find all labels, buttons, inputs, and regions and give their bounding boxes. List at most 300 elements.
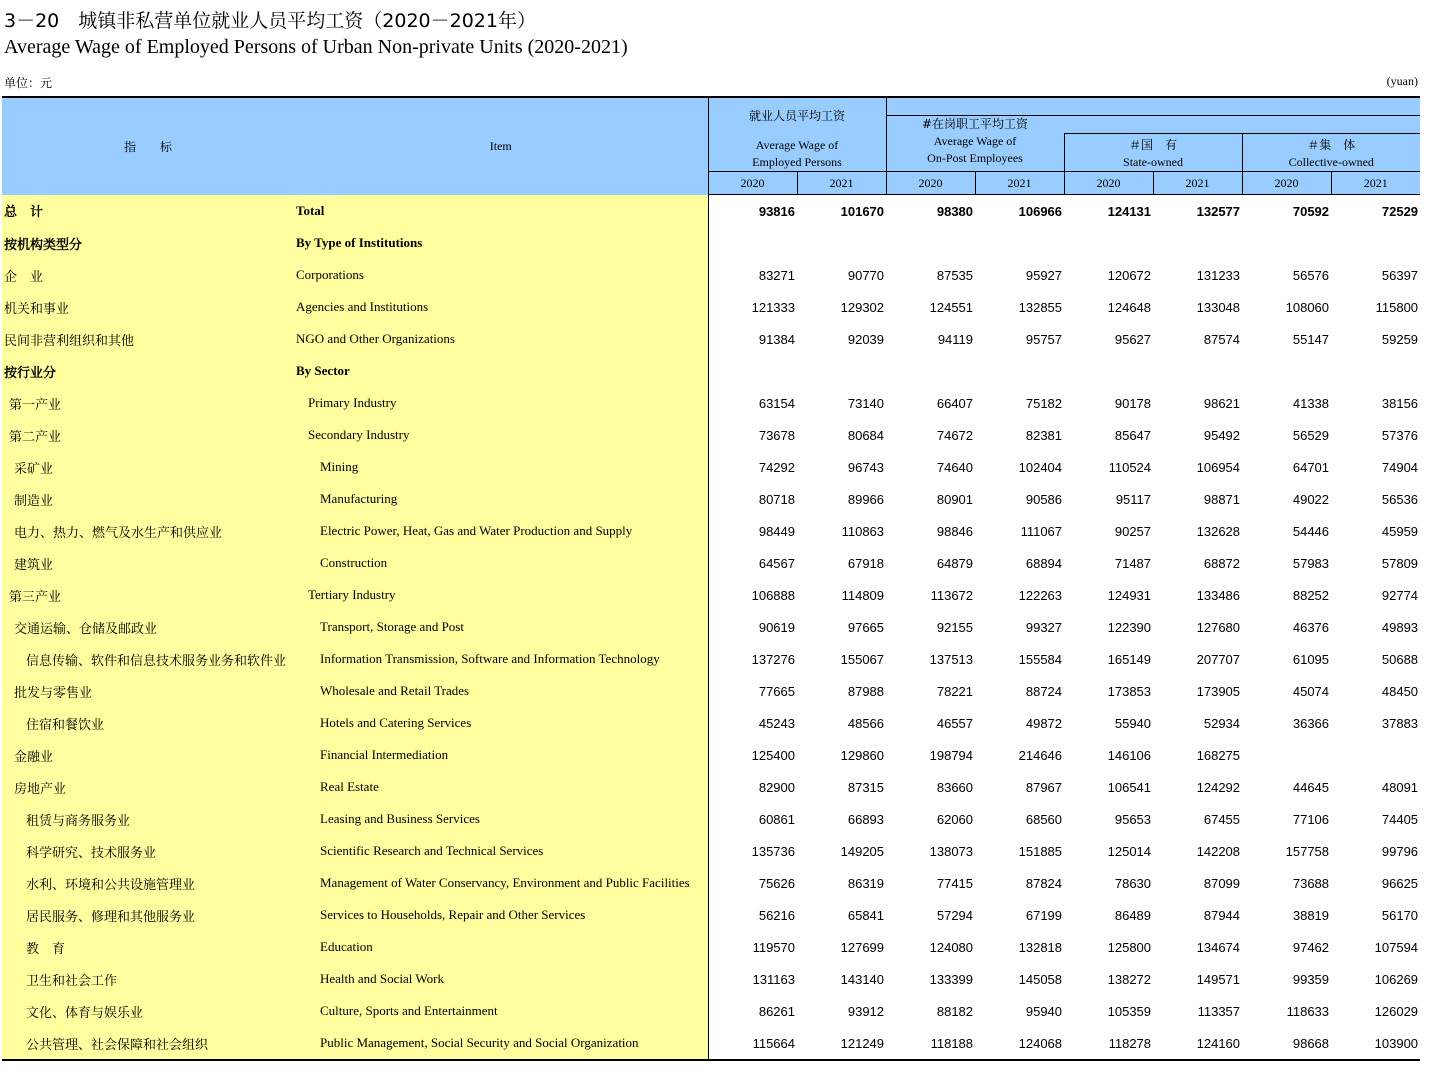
row-label-cn: 租赁与商务服务业 <box>2 803 294 835</box>
row-label-en: By Sector <box>294 355 708 387</box>
value-cell: 57376 <box>1381 427 1419 443</box>
value-cell: 106541 <box>1107 779 1152 795</box>
value-cell: 207707 <box>1196 651 1241 667</box>
value-cell: 61095 <box>1292 651 1330 667</box>
value-cell: 55940 <box>1114 715 1152 731</box>
value-cell: 83271 <box>758 267 795 283</box>
table-row <box>2 195 1420 228</box>
value-cell: 132818 <box>1018 939 1063 955</box>
value-cell: 78630 <box>1114 875 1152 891</box>
value-cell: 90619 <box>758 619 795 635</box>
row-label-cn: 教 育 <box>2 931 294 963</box>
row-label-en: Transport, Storage and Post <box>294 611 708 643</box>
value-cell: 70592 <box>1292 203 1330 219</box>
row-label-cn: 按行业分 <box>2 355 294 387</box>
header-group-collective-cn: ＃集 体 <box>1307 138 1356 152</box>
value-cell: 95940 <box>1025 1003 1063 1019</box>
value-cell: 75182 <box>1025 395 1063 411</box>
value-cell: 133486 <box>1196 587 1241 603</box>
value-cell: 67455 <box>1203 811 1241 827</box>
value-cell: 87944 <box>1203 907 1241 923</box>
header-spacer-2 <box>1064 115 1420 134</box>
row-label-cn: 居民服务、修理和其他服务业 <box>2 899 294 931</box>
header-year: 2020 <box>886 172 975 195</box>
value-cell: 106954 <box>1196 459 1241 475</box>
row-label-en: Secondary Industry <box>294 419 708 451</box>
header-group-collective-en: Collective-owned <box>1288 155 1374 169</box>
value-cell: 125400 <box>751 747 795 763</box>
value-cell: 92155 <box>936 619 974 635</box>
value-cell: 121249 <box>797 1027 886 1060</box>
value-cell: 73140 <box>847 395 885 411</box>
value-cell: 132855 <box>1018 299 1063 315</box>
header-group-employed <box>708 97 886 172</box>
value-cell: 86319 <box>847 875 885 891</box>
header-year: 2021 <box>1331 172 1420 195</box>
value-cell: 87988 <box>847 683 885 699</box>
value-cell: 113357 <box>1197 1003 1241 1019</box>
unit-label-en: (yuan) <box>1386 74 1418 88</box>
value-cell: 56536 <box>1381 491 1419 507</box>
value-cell: 125014 <box>1107 843 1152 859</box>
row-label-en: Management of Water Conservancy, Environment and Public Facilities <box>294 867 708 899</box>
row-label-cn: 电力、热力、燃气及水生产和供应业 <box>2 515 294 547</box>
value-cell: 103900 <box>1331 1027 1420 1060</box>
value-cell: 90178 <box>1114 395 1152 411</box>
value-cell: 60861 <box>758 811 795 827</box>
value-cell: 165149 <box>1107 651 1152 667</box>
value-cell: 77415 <box>936 875 974 891</box>
value-cell: 137513 <box>929 651 974 667</box>
row-label-cn: 机关和事业 <box>2 291 294 323</box>
value-cell: 48566 <box>847 715 885 731</box>
value-cell <box>1331 355 1420 387</box>
row-label-en: By Type of Institutions <box>294 227 708 259</box>
value-cell: 127680 <box>1196 619 1241 635</box>
row-label-en: Hotels and Catering Services <box>294 707 708 739</box>
value-cell: 95117 <box>1115 491 1152 507</box>
value-cell: 78221 <box>936 683 974 699</box>
header-group-employed-en2: Employed Persons <box>752 155 842 169</box>
value-cell: 91384 <box>758 331 795 347</box>
value-cell: 56576 <box>1292 267 1330 283</box>
value-cell <box>975 227 1064 259</box>
row-label-cn: 公共管理、社会保障和社会组织 <box>2 1027 294 1060</box>
value-cell: 138272 <box>1107 971 1152 987</box>
header-indicator-cn: 指 标 <box>2 97 294 195</box>
value-cell: 129860 <box>840 747 885 763</box>
value-cell: 99359 <box>1292 971 1330 987</box>
row-label-en: Health and Social Work <box>294 963 708 995</box>
value-cell: 149571 <box>1196 971 1241 987</box>
value-cell: 106888 <box>751 587 795 603</box>
value-cell: 98621 <box>1203 395 1241 411</box>
value-cell: 64879 <box>936 555 974 571</box>
value-cell: 96743 <box>847 459 885 475</box>
table-row <box>2 419 1420 451</box>
value-cell <box>708 227 797 259</box>
row-label-cn: 采矿业 <box>2 451 294 483</box>
value-cell: 124131 <box>1107 203 1152 219</box>
value-cell: 114809 <box>841 587 885 603</box>
table-row <box>2 643 1420 675</box>
value-cell: 74292 <box>758 459 795 475</box>
table-row <box>2 771 1420 803</box>
value-cell: 82381 <box>1025 427 1063 443</box>
header-group-state-en: State-owned <box>1123 155 1183 169</box>
value-cell: 151885 <box>1018 843 1063 859</box>
row-label-en: Culture, Sports and Entertainment <box>294 995 708 1027</box>
table-row <box>2 483 1420 515</box>
value-cell: 74405 <box>1381 811 1419 827</box>
value-cell: 124931 <box>1107 587 1152 603</box>
value-cell: 87535 <box>936 267 974 283</box>
row-label-cn: 建筑业 <box>2 547 294 579</box>
value-cell: 115664 <box>708 1027 797 1060</box>
value-cell: 127699 <box>840 939 885 955</box>
value-cell: 45959 <box>1381 523 1419 539</box>
value-cell: 56397 <box>1381 267 1419 283</box>
value-cell: 124648 <box>1107 299 1152 315</box>
value-cell <box>886 227 975 259</box>
value-cell: 87824 <box>1025 875 1063 891</box>
row-label-cn: 总 计 <box>2 195 294 228</box>
value-cell: 73678 <box>758 427 795 443</box>
row-label-en: Services to Households, Repair and Other Services <box>294 899 708 931</box>
value-cell: 98380 <box>936 203 974 219</box>
row-label-en: Mining <box>294 451 708 483</box>
value-cell: 118188 <box>886 1027 975 1060</box>
value-cell: 214646 <box>1018 747 1063 763</box>
value-cell <box>1064 227 1153 259</box>
value-cell: 94119 <box>937 331 974 347</box>
value-cell: 80684 <box>847 427 885 443</box>
table-row <box>2 899 1420 931</box>
value-cell: 96625 <box>1381 875 1419 891</box>
table-row <box>2 611 1420 643</box>
table-body <box>2 195 1420 1061</box>
value-cell: 131163 <box>752 971 795 987</box>
value-cell: 74640 <box>936 459 974 475</box>
table-row <box>2 931 1420 963</box>
value-cell: 89966 <box>847 491 885 507</box>
header-year: 2020 <box>1064 172 1153 195</box>
table-row <box>2 739 1420 771</box>
value-cell: 63154 <box>758 395 795 411</box>
value-cell <box>1242 739 1331 771</box>
row-label-cn: 民间非营利组织和其他 <box>2 323 294 355</box>
value-cell: 66893 <box>847 811 885 827</box>
row-label-cn: 房地产业 <box>2 771 294 803</box>
value-cell: 129302 <box>840 299 885 315</box>
value-cell: 49872 <box>1025 715 1063 731</box>
table-row <box>2 323 1420 355</box>
value-cell: 111067 <box>1020 523 1063 539</box>
row-label-en: Public Management, Social Security and Social Organization <box>294 1027 708 1060</box>
value-cell: 93816 <box>758 203 795 219</box>
table-row <box>2 227 1420 259</box>
value-cell: 133048 <box>1196 299 1241 315</box>
value-cell: 87574 <box>1203 331 1241 347</box>
value-cell: 46376 <box>1292 619 1330 635</box>
value-cell: 97665 <box>847 619 885 635</box>
value-cell: 98668 <box>1242 1027 1331 1060</box>
value-cell: 57809 <box>1381 555 1419 571</box>
table-row <box>2 291 1420 323</box>
table-row <box>2 963 1420 995</box>
value-cell: 37883 <box>1381 715 1419 731</box>
value-cell: 57983 <box>1292 555 1330 571</box>
row-label-cn: 交通运输、仓储及邮政业 <box>2 611 294 643</box>
value-cell: 146106 <box>1107 747 1152 763</box>
value-cell: 120672 <box>1107 267 1152 283</box>
value-cell <box>797 355 886 387</box>
value-cell: 55147 <box>1292 331 1330 347</box>
value-cell: 95627 <box>1114 331 1152 347</box>
value-cell: 115800 <box>1375 299 1419 315</box>
value-cell <box>797 227 886 259</box>
value-cell: 135736 <box>751 843 795 859</box>
value-cell <box>708 355 797 387</box>
table-row <box>2 515 1420 547</box>
value-cell: 74672 <box>936 427 974 443</box>
header-year: 2021 <box>1153 172 1242 195</box>
table-row <box>2 867 1420 899</box>
value-cell <box>975 355 1064 387</box>
table-row <box>2 995 1420 1027</box>
value-cell <box>1064 355 1153 387</box>
value-cell: 65841 <box>847 907 885 923</box>
value-cell: 124068 <box>975 1027 1064 1060</box>
value-cell <box>1153 355 1242 387</box>
value-cell: 48091 <box>1381 779 1419 795</box>
header-group-collective <box>1242 134 1420 172</box>
row-label-cn: 住宿和餐饮业 <box>2 707 294 739</box>
value-cell: 124080 <box>929 939 974 955</box>
value-cell: 36366 <box>1292 715 1330 731</box>
row-label-cn: 信息传输、软件和信息技术服务业务和软件业 <box>2 643 294 675</box>
value-cell: 108060 <box>1285 299 1330 315</box>
value-cell: 74904 <box>1381 459 1419 475</box>
header-year: 2020 <box>708 172 797 195</box>
value-cell: 80901 <box>936 491 974 507</box>
value-cell: 122263 <box>1018 587 1063 603</box>
value-cell: 38819 <box>1292 907 1330 923</box>
row-label-cn: 企 业 <box>2 259 294 291</box>
value-cell <box>1153 227 1242 259</box>
row-label-en: Corporations <box>294 259 708 291</box>
row-label-en: Information Transmission, Software and Information Technology <box>294 643 708 675</box>
value-cell: 124292 <box>1196 779 1241 795</box>
value-cell: 173853 <box>1107 683 1152 699</box>
row-label-en: Electric Power, Heat, Gas and Water Production and Supply <box>294 515 708 547</box>
value-cell: 46557 <box>936 715 974 731</box>
value-cell: 45243 <box>758 715 795 731</box>
value-cell: 77665 <box>758 683 795 699</box>
value-cell: 87315 <box>847 779 885 795</box>
header-group-onpost <box>886 115 1064 172</box>
value-cell: 149205 <box>840 843 885 859</box>
row-label-en: Manufacturing <box>294 483 708 515</box>
value-cell: 107594 <box>1374 939 1419 955</box>
header-year: 2021 <box>975 172 1064 195</box>
value-cell: 86489 <box>1114 907 1152 923</box>
value-cell: 90770 <box>847 267 885 283</box>
row-label-en: Agencies and Institutions <box>294 291 708 323</box>
row-label-en: Scientific Research and Technical Services <box>294 835 708 867</box>
value-cell: 75626 <box>758 875 795 891</box>
value-cell: 72529 <box>1381 203 1419 219</box>
header-group-onpost-cn: #在岗职工平均工资 <box>921 116 1029 131</box>
value-cell: 102404 <box>1018 459 1063 475</box>
value-cell: 54446 <box>1292 523 1330 539</box>
value-cell: 95492 <box>1203 427 1241 443</box>
value-cell: 137276 <box>751 651 795 667</box>
value-cell: 82900 <box>758 779 795 795</box>
row-label-en: NGO and Other Organizations <box>294 323 708 355</box>
value-cell: 66407 <box>936 395 974 411</box>
row-label-cn: 第一产业 <box>2 387 294 419</box>
value-cell: 98846 <box>936 523 974 539</box>
row-label-cn: 制造业 <box>2 483 294 515</box>
table-row <box>2 1027 1420 1060</box>
header-group-onpost-en1: Average Wage of <box>933 133 1017 148</box>
header-group-state <box>1064 134 1242 172</box>
value-cell: 49022 <box>1292 491 1330 507</box>
value-cell: 173905 <box>1196 683 1241 699</box>
header-group-employed-cn: 就业人员平均工资 <box>749 109 846 123</box>
value-cell: 122390 <box>1107 619 1152 635</box>
value-cell: 143140 <box>840 971 885 987</box>
header-year: 2020 <box>1242 172 1331 195</box>
table-row <box>2 835 1420 867</box>
value-cell: 52934 <box>1203 715 1241 731</box>
value-cell: 92039 <box>847 331 885 347</box>
value-cell: 92774 <box>1381 587 1419 603</box>
unit-label-cn: 单位：元 <box>4 76 53 90</box>
value-cell: 41338 <box>1292 395 1330 411</box>
value-cell: 56216 <box>758 907 795 923</box>
value-cell: 110524 <box>1108 459 1152 475</box>
value-cell: 118278 <box>1064 1027 1153 1060</box>
wage-table <box>2 96 1420 1061</box>
table-row <box>2 547 1420 579</box>
value-cell: 113672 <box>930 587 974 603</box>
header-group-onpost-en2: On-Post Employees <box>927 150 1023 165</box>
row-label-cn: 文化、体育与娱乐业 <box>2 995 294 1027</box>
table-row <box>2 707 1420 739</box>
header-item-en: Item <box>294 97 708 195</box>
value-cell: 97462 <box>1292 939 1330 955</box>
value-cell: 77106 <box>1292 811 1330 827</box>
value-cell: 64567 <box>758 555 795 571</box>
value-cell: 157758 <box>1285 843 1330 859</box>
value-cell: 138073 <box>929 843 974 859</box>
value-cell: 118633 <box>1286 1003 1330 1019</box>
row-label-cn: 批发与零售业 <box>2 675 294 707</box>
value-cell: 134674 <box>1196 939 1241 955</box>
table-row <box>2 387 1420 419</box>
table-row <box>2 451 1420 483</box>
row-label-cn: 科学研究、技术服务业 <box>2 835 294 867</box>
row-label-en: Primary Industry <box>294 387 708 419</box>
value-cell: 80718 <box>758 491 795 507</box>
value-cell: 56529 <box>1292 427 1330 443</box>
value-cell: 71487 <box>1114 555 1152 571</box>
header-group-employed-en1: Average Wage of <box>755 138 839 152</box>
value-cell: 99796 <box>1381 843 1419 859</box>
table-row <box>2 355 1420 387</box>
table-row <box>2 675 1420 707</box>
row-label-en: Financial Intermediation <box>294 739 708 771</box>
value-cell: 126029 <box>1374 1003 1419 1019</box>
value-cell: 106269 <box>1374 971 1419 987</box>
value-cell: 87099 <box>1203 875 1241 891</box>
table-title-en: Average Wage of Employed Persons of Urban Non-private Units (2020-2021) <box>4 36 628 58</box>
header-year: 2021 <box>797 172 886 195</box>
value-cell: 38156 <box>1381 395 1419 411</box>
table-row <box>2 259 1420 291</box>
value-cell: 86261 <box>758 1003 795 1019</box>
row-label-cn: 第三产业 <box>2 579 294 611</box>
row-label-en: Tertiary Industry <box>294 579 708 611</box>
value-cell <box>886 355 975 387</box>
value-cell: 105359 <box>1107 1003 1152 1019</box>
row-label-cn: 第二产业 <box>2 419 294 451</box>
header-spacer <box>886 97 1420 115</box>
value-cell: 67199 <box>1025 907 1063 923</box>
value-cell <box>1331 739 1420 771</box>
table-row <box>2 579 1420 611</box>
value-cell: 99327 <box>1025 619 1063 635</box>
value-cell: 95757 <box>1025 331 1063 347</box>
value-cell: 110863 <box>841 523 885 539</box>
value-cell: 101670 <box>840 203 885 219</box>
value-cell: 44645 <box>1292 779 1330 795</box>
value-cell: 198794 <box>929 747 974 763</box>
value-cell: 87967 <box>1025 779 1063 795</box>
value-cell: 49893 <box>1381 619 1419 635</box>
value-cell: 155067 <box>840 651 885 667</box>
value-cell: 88252 <box>1292 587 1330 603</box>
row-label-en: Education <box>294 931 708 963</box>
value-cell: 68560 <box>1025 811 1063 827</box>
value-cell: 95653 <box>1114 811 1152 827</box>
value-cell: 132577 <box>1196 203 1241 219</box>
row-label-en: Total <box>294 195 708 228</box>
value-cell: 124551 <box>929 299 974 315</box>
row-label-cn: 卫生和社会工作 <box>2 963 294 995</box>
value-cell <box>1331 227 1420 259</box>
value-cell: 155584 <box>1018 651 1063 667</box>
value-cell: 68872 <box>1203 555 1241 571</box>
value-cell: 93912 <box>847 1003 885 1019</box>
row-label-cn: 水利、环境和公共设施管理业 <box>2 867 294 899</box>
value-cell: 68894 <box>1025 555 1063 571</box>
value-cell: 168275 <box>1196 747 1241 763</box>
value-cell: 83660 <box>936 779 974 795</box>
value-cell: 64701 <box>1292 459 1330 475</box>
value-cell: 67918 <box>847 555 885 571</box>
value-cell: 50688 <box>1381 651 1419 667</box>
value-cell: 131233 <box>1196 267 1241 283</box>
value-cell: 133399 <box>929 971 974 987</box>
value-cell: 119570 <box>752 939 795 955</box>
value-cell: 45074 <box>1292 683 1330 699</box>
value-cell: 121333 <box>751 299 795 315</box>
value-cell: 73688 <box>1292 875 1330 891</box>
header-group-state-cn: ＃国 有 <box>1129 138 1178 152</box>
